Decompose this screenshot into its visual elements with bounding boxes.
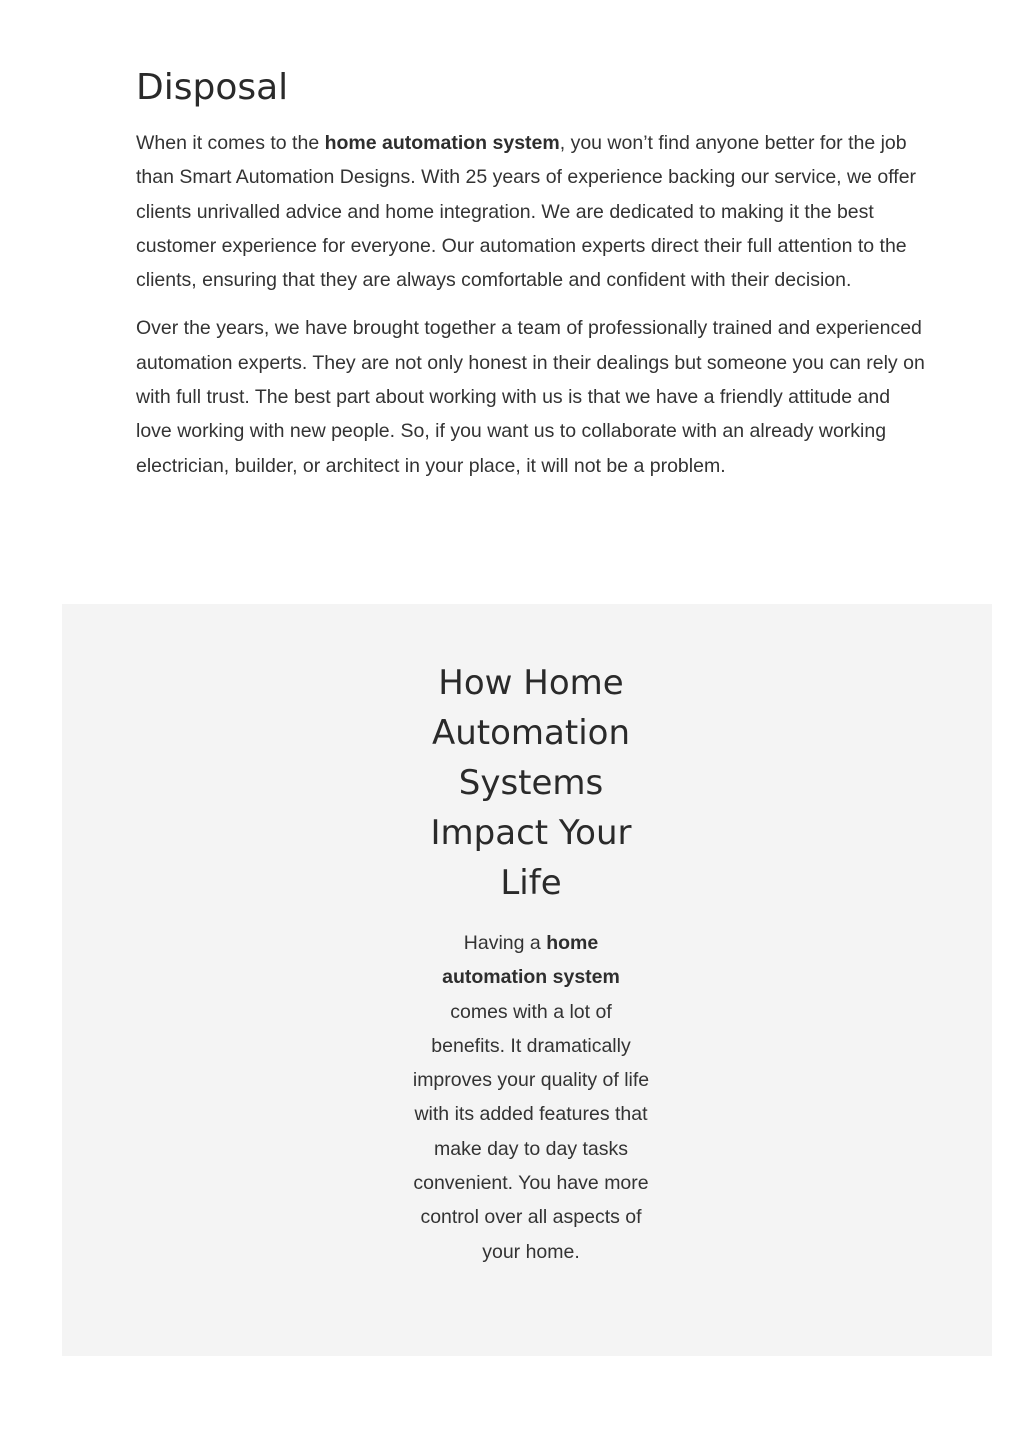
- disposal-paragraph-2: Over the years, we have brought together a team of professionally trained and experienced automation experts. They are not only honest in their dealings but someone you can rely on with full trust. The best part about working with us is that we have a friendly attitude and love working with new people. So, if you want us to collaborate with an already working electrician, builder, or architect in your place, it will not be a problem.: [136, 317, 925, 477]
- impact-heading: How Home Automation Systems Impact Your Life: [430, 663, 632, 903]
- disposal-heading: Disposal: [136, 67, 289, 108]
- impact-section: [62, 604, 992, 1356]
- impact-content: [411, 658, 651, 1269]
- disposal-p1-text-end: , you won’t find anyone better for the job than Smart Automation Designs. With 25 years of experience backing our service, we offer clients unrivalled advice and home integration. We are dedicated to making it the best customer experience for everyone. Our automation experts direct their full attention to the clients, ensuring that they are always comfortable and confident with their decision.: [136, 132, 917, 292]
- disposal-section: [136, 62, 926, 497]
- impact-text-end: comes with a lot of benefits. It dramatically improves your quality of life with its added features that make day to day tasks convenient. You have more control over all aspects of your home.: [412, 1000, 650, 1263]
- disposal-p1-bold-keyword: home automation system: [324, 132, 560, 154]
- impact-paragraph: [411, 926, 651, 1269]
- impact-bold-keyword: home automation system: [442, 932, 620, 989]
- disposal-paragraph-1: [136, 126, 926, 297]
- disposal-p1-text-start: When it comes to the: [136, 132, 325, 154]
- impact-text-start: Having a: [463, 932, 547, 954]
